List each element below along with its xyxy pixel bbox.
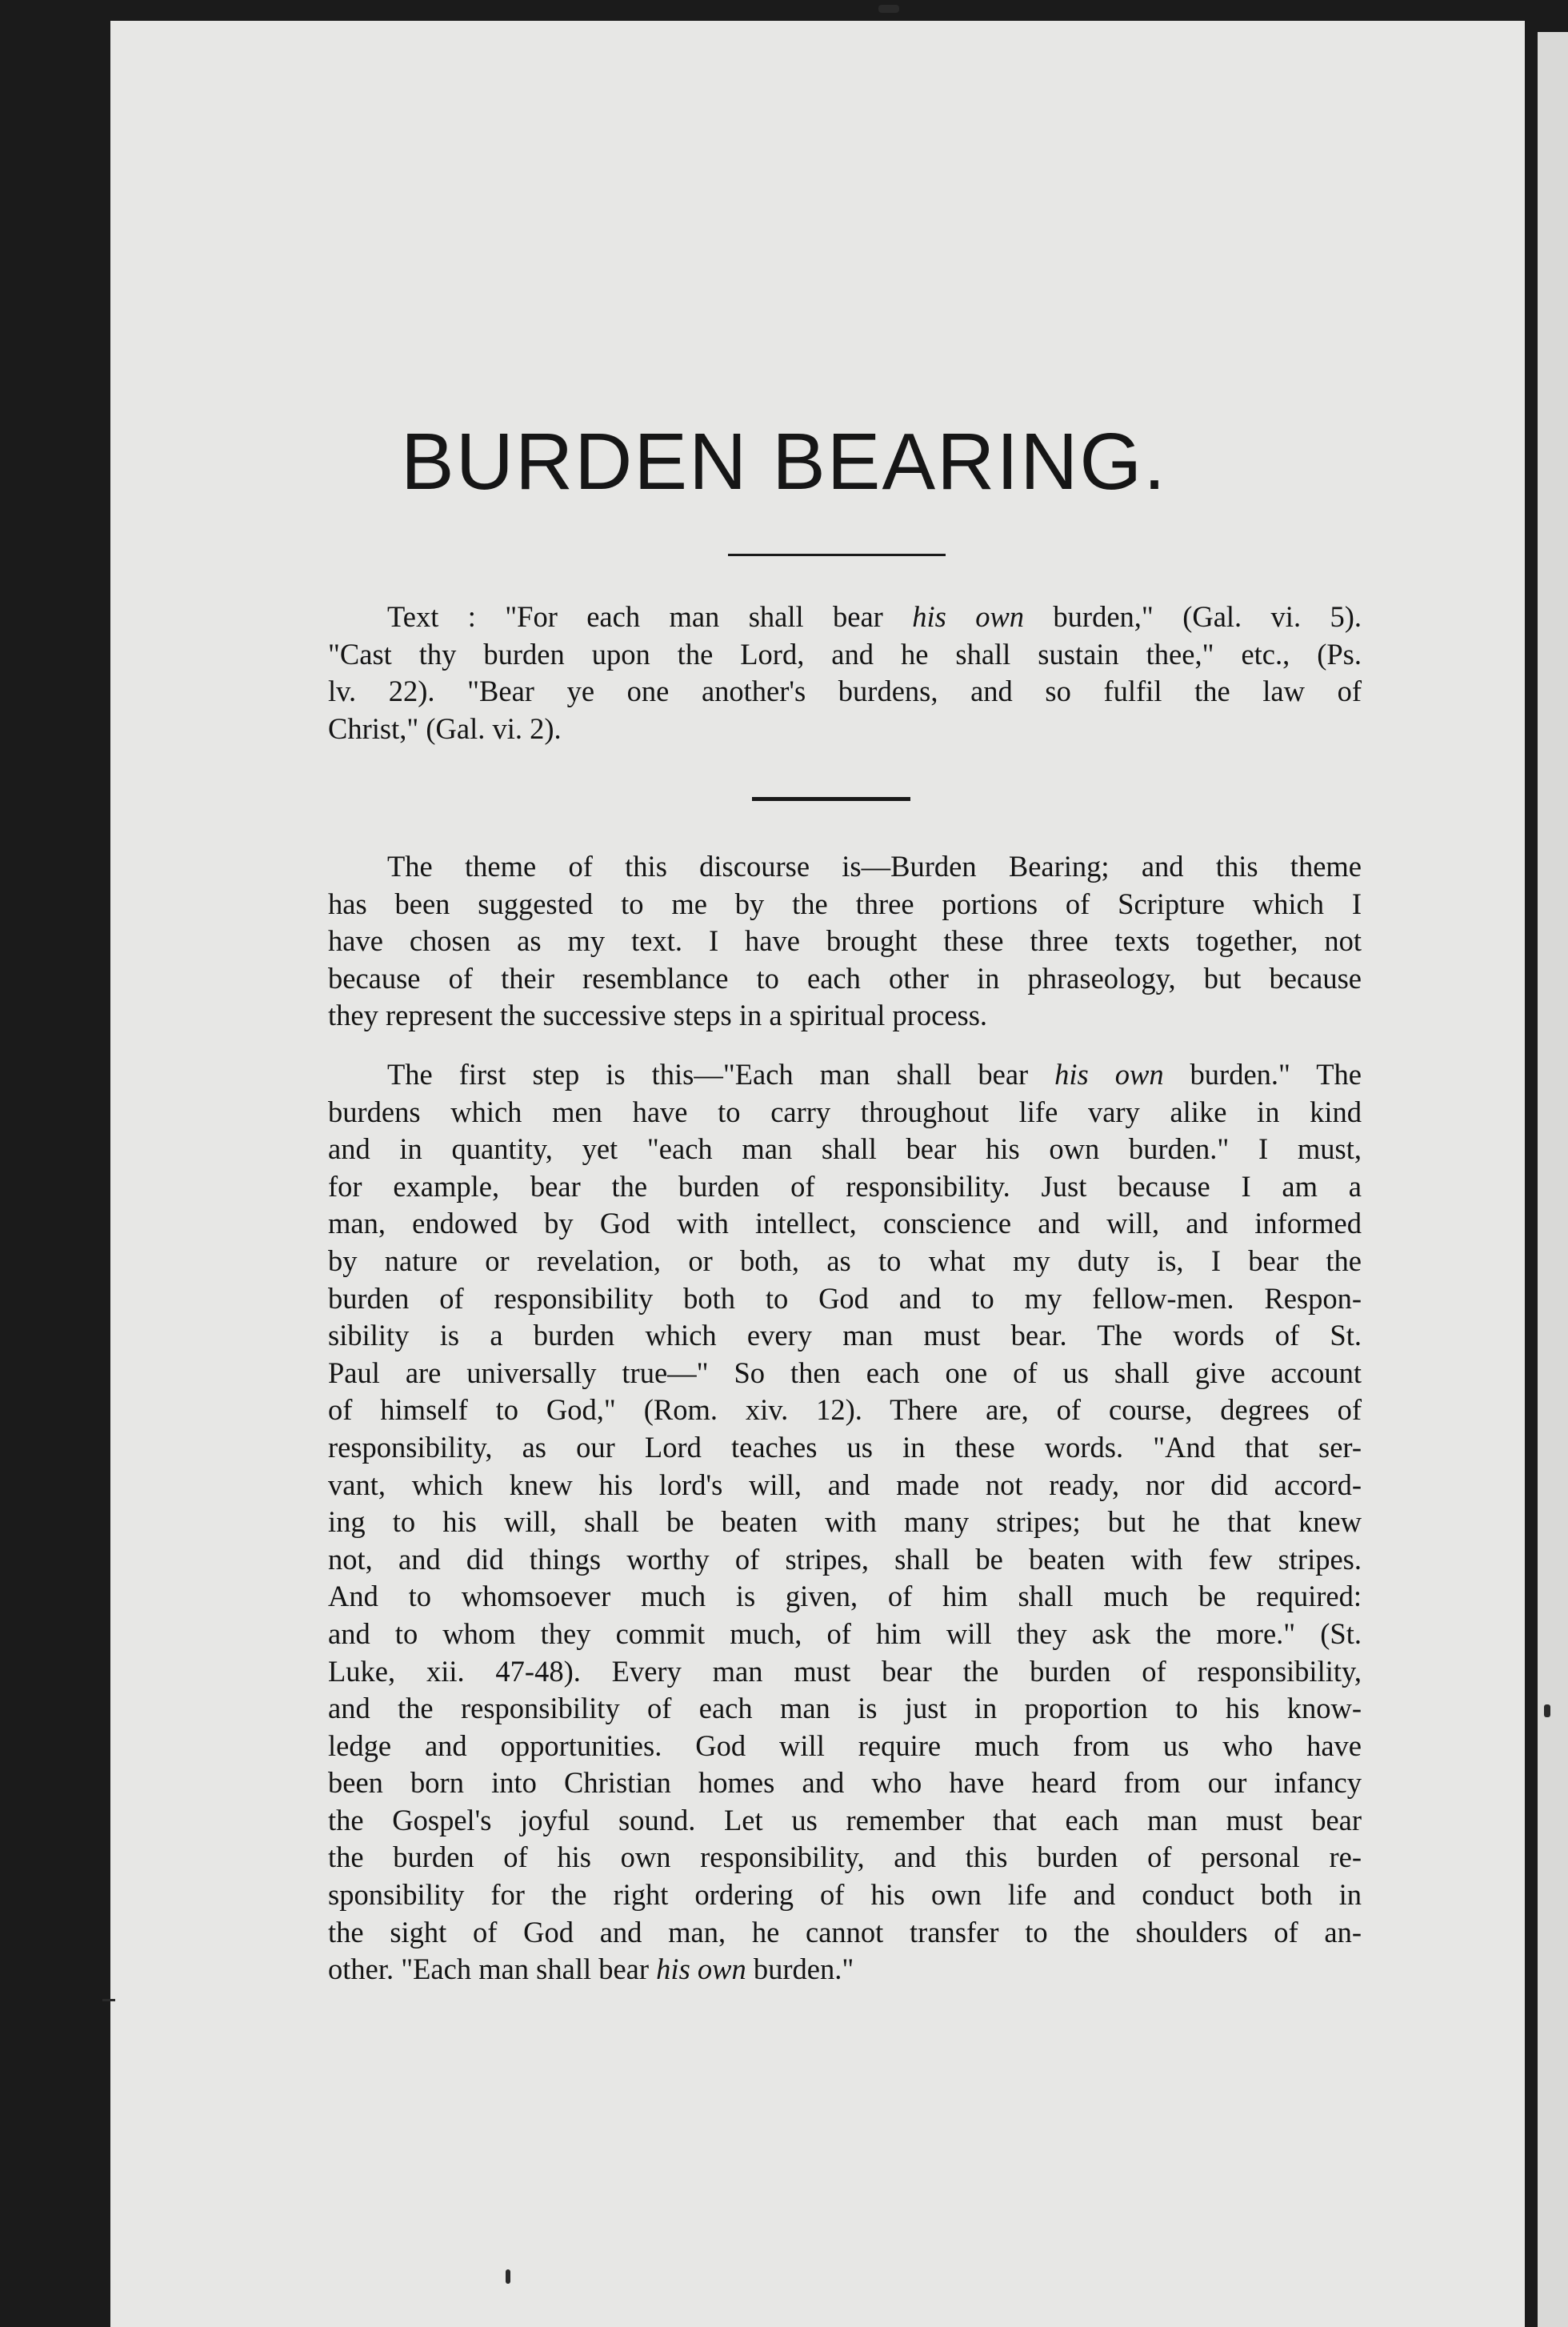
title-divider <box>728 554 946 556</box>
scan-speck-left <box>102 1999 115 2001</box>
text-line: vant, which knew his lord's will, and made not ready, nor did accord- <box>328 1468 1362 1501</box>
text-line: Paul are universally true—" So then each one of us shall give account <box>328 1356 1362 1389</box>
epigraph <box>328 599 1362 747</box>
text-line: have chosen as my text. I have brought these three texts together, not <box>328 924 1362 958</box>
scan-speck-top <box>878 5 899 13</box>
text-line: ledge and opportunities. God will require much from us who have <box>328 1728 1362 1762</box>
scan-speck-right <box>1544 1704 1550 1717</box>
text-line: responsibility, as our Lord teaches us in these words. "And that ser- <box>328 1430 1362 1464</box>
text-line: lv. 22). "Bear ye one another's burdens, and so fulfil the law of <box>328 675 1362 708</box>
text-line: has been suggested to me by the three portions of Scripture which I <box>328 887 1362 920</box>
text-line: they represent the successive steps in a spiritual process. <box>328 999 988 1032</box>
text-line: of himself to God," (Rom. xiv. 12). There are, of course, degrees of <box>328 1393 1362 1427</box>
text-line: because of their resemblance to each other in phraseology, but because <box>328 961 1362 995</box>
scan-speck-bottom <box>506 2269 510 2284</box>
text-line: by nature or revelation, or both, as to what my duty is, I bear the <box>328 1244 1362 1277</box>
text-line: burdens which men have to carry throughout life vary alike in kind <box>328 1095 1362 1128</box>
text-line: other. "Each man shall bear his own burden." <box>328 1953 854 1986</box>
text-line: and the responsibility of each man is just in proportion to his know- <box>328 1692 1362 1725</box>
text-line: man, endowed by God with intellect, conscience and will, and informed <box>328 1207 1362 1240</box>
text-line: sponsibility for the right ordering of his own life and conduct both in <box>328 1878 1362 1912</box>
text-line: the sight of God and man, he cannot transfer to the shoulders of an- <box>328 1915 1362 1949</box>
text-line: been born into Christian homes and who have heard from our infancy <box>328 1766 1362 1800</box>
text-line: And to whomsoever much is given, of him shall much be required: <box>328 1580 1362 1613</box>
paragraph-1 <box>328 848 1362 1035</box>
text-line: Text : "For each man shall bear his own burden," (Gal. vi. 5). <box>387 600 1362 633</box>
text-line: and to whom they commit much, of him will they ask the more." (St. <box>328 1616 1362 1650</box>
paragraph-2 <box>328 1056 1362 1989</box>
text-line: Christ," (Gal. vi. 2). <box>328 711 562 745</box>
text-line: the Gospel's joyful sound. Let us remember that each man must bear <box>328 1803 1362 1836</box>
text-line: and in quantity, yet "each man shall bear his own burden." I must, <box>328 1132 1362 1166</box>
text-line: for example, bear the burden of responsibility. Just because I am a <box>328 1169 1362 1203</box>
text-line: The first step is this—"Each man shall bear his own burden." The <box>387 1058 1362 1091</box>
text-line: sibility is a burden which every man must bear. The words of St. <box>328 1319 1362 1352</box>
text-line: the burden of his own responsibility, and this burden of personal re- <box>328 1840 1362 1874</box>
text-line: The theme of this discourse is—Burden Bearing; and this theme <box>387 850 1362 883</box>
document-title: BURDEN BEARING. <box>401 417 1167 507</box>
text-line: ing to his will, shall be beaten with many stripes; but he that knew <box>328 1505 1362 1539</box>
epigraph-divider <box>752 797 910 801</box>
text-line: not, and did things worthy of stripes, shall be beaten with few stripes. <box>328 1542 1362 1576</box>
text-line: "Cast thy burden upon the Lord, and he shall sustain thee," etc., (Ps. <box>328 637 1362 671</box>
adjacent-page-edge <box>1538 32 1568 2327</box>
text-line: Luke, xii. 47-48). Every man must bear the burden of responsibility, <box>328 1654 1362 1688</box>
text-line: burden of responsibility both to God and to my fellow-men. Respon- <box>328 1281 1362 1315</box>
